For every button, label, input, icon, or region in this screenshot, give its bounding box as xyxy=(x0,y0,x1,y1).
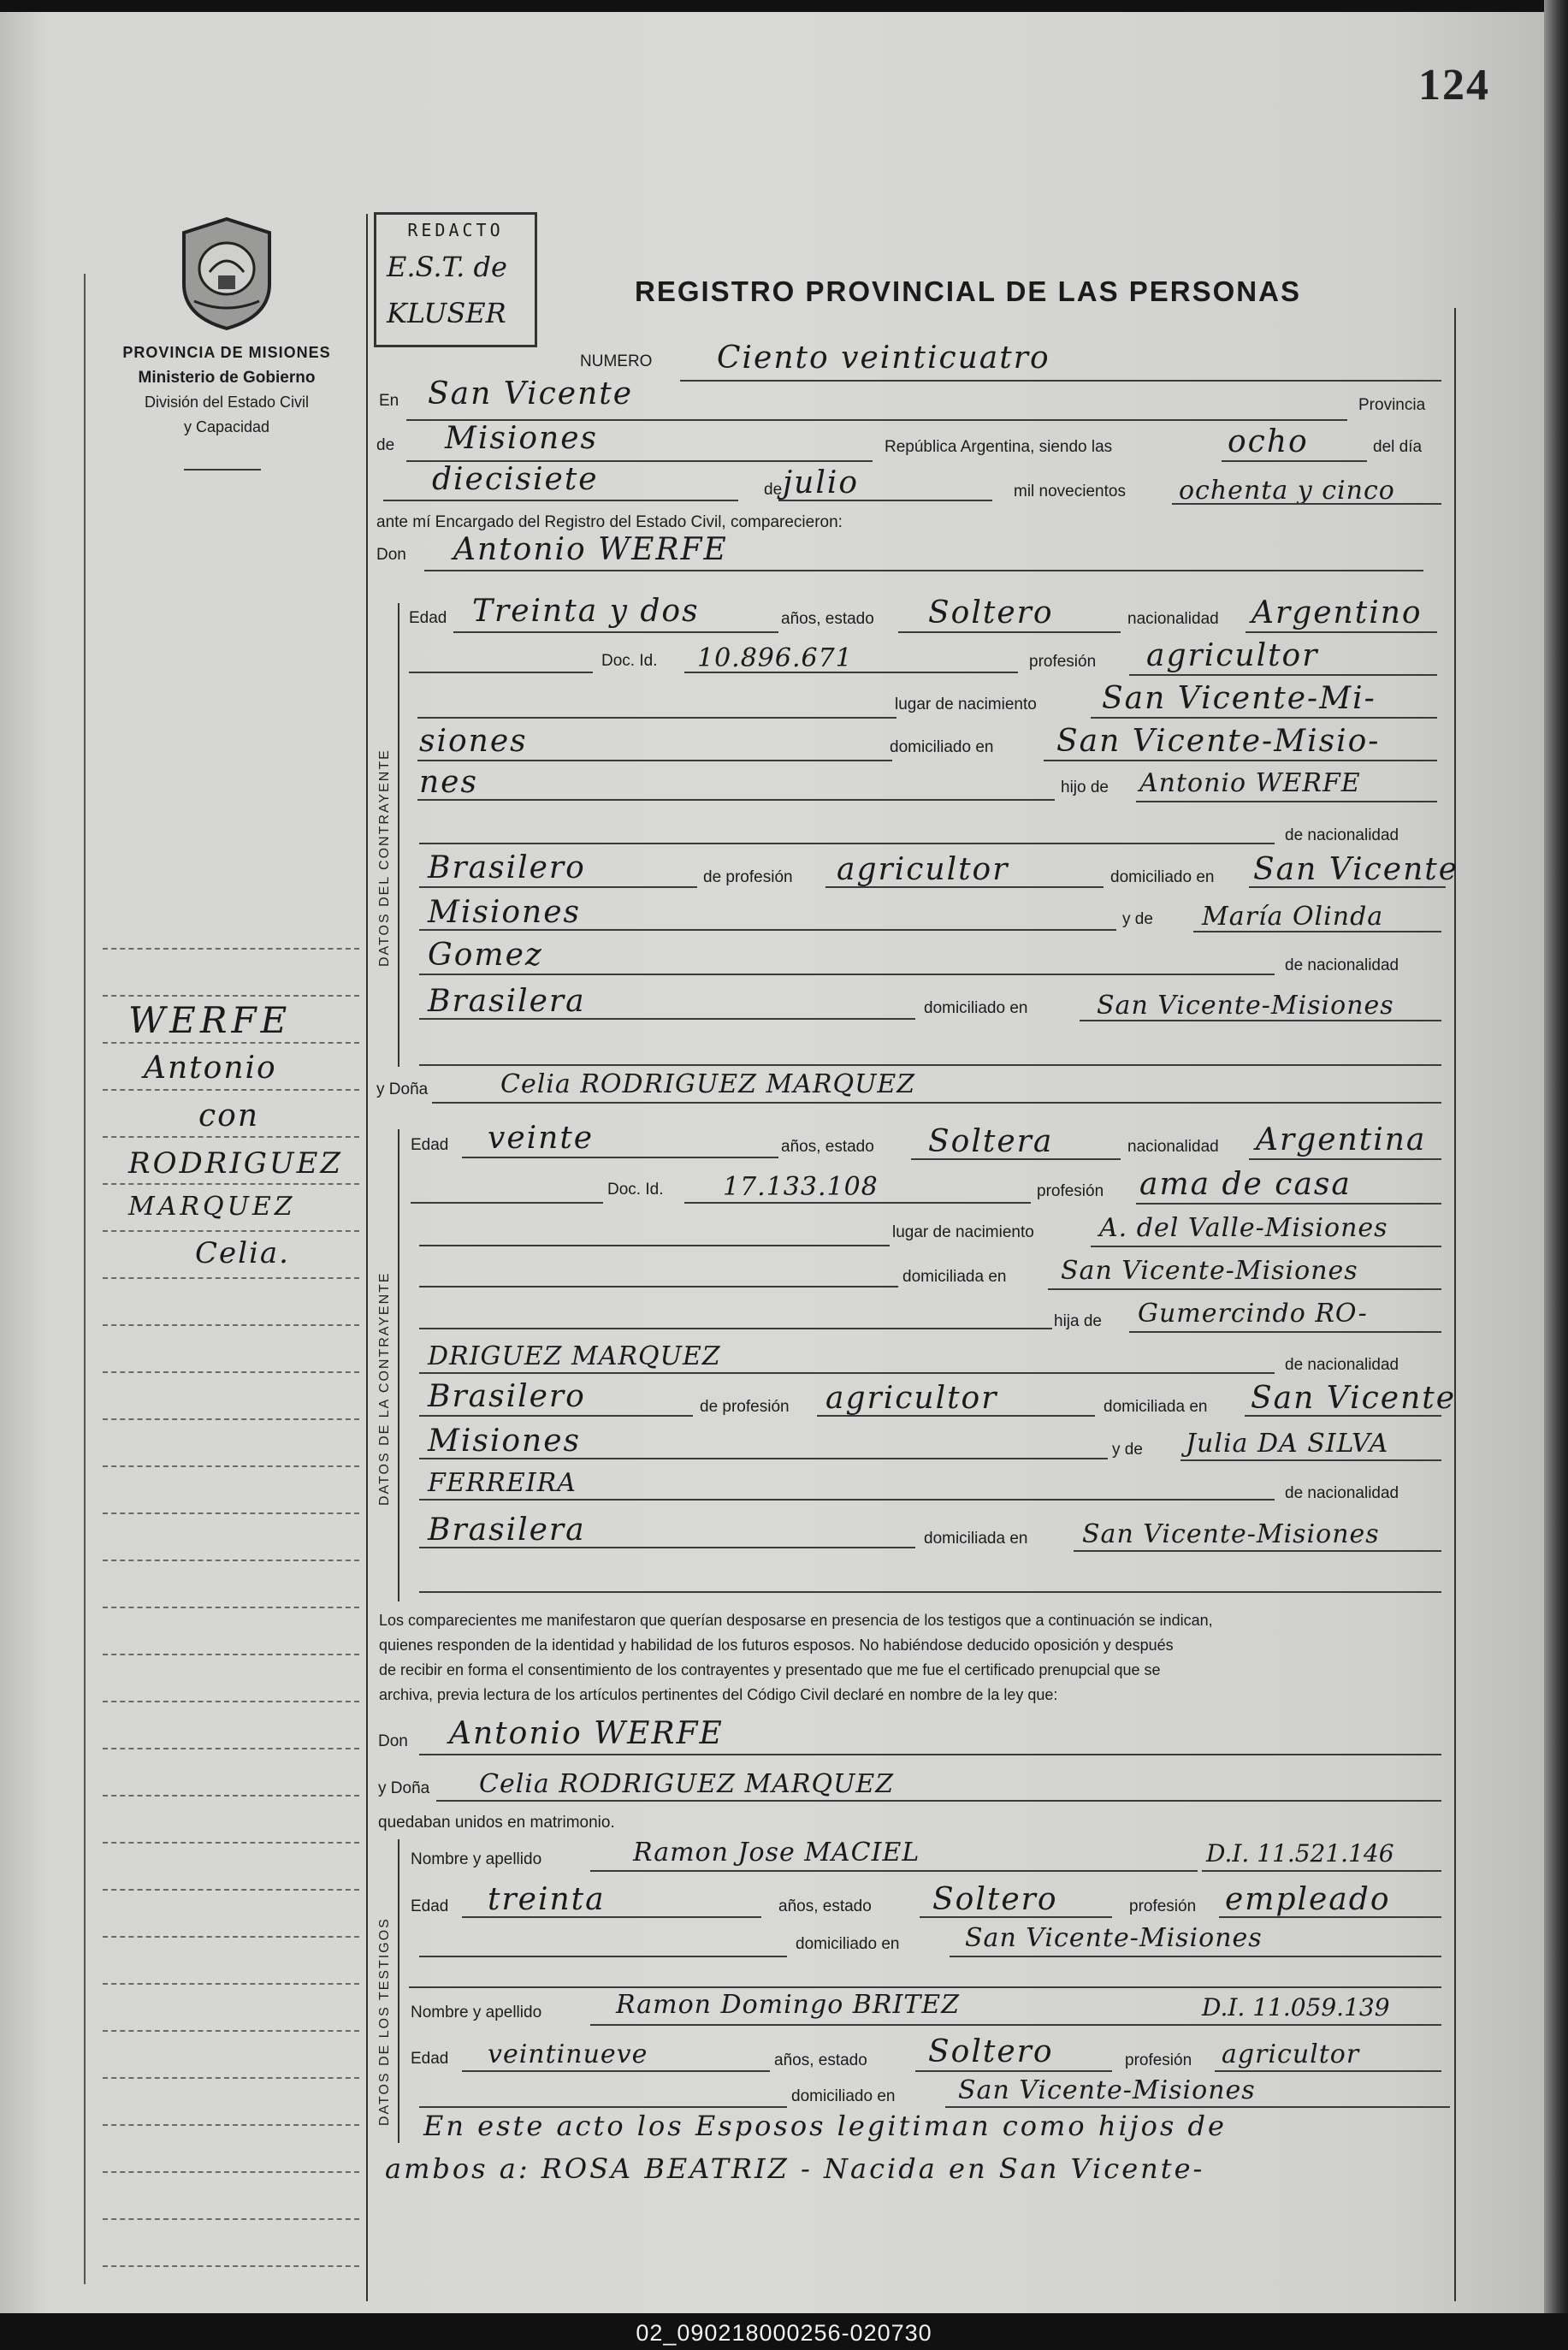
f-edad-label: Edad xyxy=(411,1136,449,1154)
t2-anos-label: años, estado xyxy=(774,2051,867,2069)
anio-rule xyxy=(1172,503,1441,505)
decl-don-label: Don xyxy=(378,1732,408,1750)
f-prof-value: ama de casa xyxy=(1139,1167,1352,1202)
t1-dom-rule xyxy=(950,1956,1441,1957)
don-rule xyxy=(424,570,1423,571)
c-nac-label: nacionalidad xyxy=(1127,610,1219,628)
t2-dom-value: San Vicente-Misiones xyxy=(958,2075,1256,2105)
margin-ruled-line xyxy=(103,2218,359,2220)
margin-ruled-line xyxy=(103,2265,359,2267)
margin-ruled-line xyxy=(103,1324,359,1326)
c-edad-label: Edad xyxy=(409,609,447,627)
image-caption: 02_090218000256-020730 xyxy=(636,2320,932,2346)
c-padre-prof-rule xyxy=(825,886,1104,888)
contrayenta-side-rule xyxy=(398,1129,399,1601)
f-madre-value2: FERREIRA xyxy=(428,1468,577,1498)
f-padre-dom-value2: Misiones xyxy=(428,1424,582,1459)
t2-doc-rule xyxy=(1198,2024,1441,2026)
f-edad-rule xyxy=(462,1157,778,1158)
folio-number: 124 xyxy=(1418,61,1490,110)
t2-nombre-value: Ramon Domingo BRITEZ xyxy=(616,1990,961,2020)
declaration-line4: archiva, previa lectura de los artículos pertinentes del Código Civil declaré en nombre de la ley que: xyxy=(379,1686,1058,1703)
f-dom-rule xyxy=(1048,1288,1441,1290)
declaration-line1: Los comparecientes me manifestaron que querían desposarse en presencia de los testigos que a continuación se indican, xyxy=(379,1612,1213,1629)
c-lugar-label: lugar de nacimiento xyxy=(895,696,1037,713)
t1-edad-value: treinta xyxy=(488,1882,606,1917)
c-prof-label: profesión xyxy=(1029,653,1097,671)
t1-dom-label: domiciliado en xyxy=(796,1935,900,1953)
c-padre-nac-value: Brasilero xyxy=(428,850,586,885)
f-de-prof-label: de profesión xyxy=(700,1398,790,1416)
c-prof-value: agricultor xyxy=(1146,638,1319,673)
f-end-rule xyxy=(419,1591,1441,1593)
t2-doc-value: D.I. 11.059.139 xyxy=(1202,1993,1390,2021)
c-de-prof-label: de profesión xyxy=(703,868,793,886)
f-estado-rule xyxy=(911,1158,1121,1160)
c-padre-value: Antonio WERFE xyxy=(1139,768,1361,798)
provincia-label: Provincia xyxy=(1358,396,1426,414)
declaration-line2: quienes responden de la identidad y habilidad de los futuros esposos. No habiéndose deducido oposición y después xyxy=(379,1637,1174,1654)
f-doc-pre-rule xyxy=(411,1202,603,1204)
t2-edad-rule xyxy=(462,2070,770,2072)
decl-don-rule xyxy=(419,1754,1441,1755)
c-doc-label: Doc. Id. xyxy=(601,652,658,670)
f-madre-pre-rule xyxy=(419,1458,1108,1459)
f-anos-label: años, estado xyxy=(781,1138,874,1156)
stamp-title: REDACTO xyxy=(407,220,504,240)
dona-label: y Doña xyxy=(376,1080,429,1098)
don-label: Don xyxy=(376,546,406,564)
anio-value: ochenta y cinco xyxy=(1179,476,1395,506)
t2-edad-label: Edad xyxy=(411,2050,449,2068)
margin-ruled-line xyxy=(103,1795,359,1797)
margin-ruled-line xyxy=(103,1748,359,1749)
f-madre-dom-value: San Vicente-Misiones xyxy=(1082,1519,1380,1549)
f-de-nac-label: de nacionalidad xyxy=(1285,1356,1399,1374)
de-value: Misiones xyxy=(445,421,599,456)
t2-dom-pre-rule xyxy=(419,2106,787,2108)
margin-ruled-line xyxy=(103,1889,359,1891)
t1-estado-rule xyxy=(920,1916,1112,1918)
c-de-nac2-label: de nacionalidad xyxy=(1285,956,1399,974)
margin-ruled-line xyxy=(103,1183,359,1185)
f-estado-value: Soltera xyxy=(928,1124,1054,1159)
hora-rule xyxy=(1222,460,1367,462)
t1-edad-label: Edad xyxy=(411,1897,449,1915)
c-estado-rule xyxy=(898,631,1121,633)
margin-ruled-line xyxy=(103,1042,359,1044)
f-hija-label: hija de xyxy=(1054,1312,1102,1330)
f-lugar-value: A. del Valle-Misiones xyxy=(1099,1213,1388,1243)
t1-dom-pre-rule xyxy=(419,1956,787,1957)
margin-ruled-line xyxy=(103,1654,359,1655)
f-nac-rule xyxy=(1249,1158,1441,1160)
form-right-rule xyxy=(1454,308,1456,2301)
testigos-side-rule xyxy=(398,1839,399,2143)
margin-ruled-line xyxy=(103,1230,359,1232)
f-lugar-rule xyxy=(1091,1246,1441,1247)
f-dom-en-label: domiciliada en xyxy=(1104,1398,1208,1416)
decl-dona-rule xyxy=(436,1800,1441,1802)
don-value: Antonio WERFE xyxy=(453,532,728,567)
c-lugar-value: San Vicente-Mi- xyxy=(1102,681,1376,716)
closing-note-line1: En este acto los Esposos legitiman como hijos de xyxy=(423,2110,1227,2142)
t2-nombre-rule xyxy=(590,2024,1198,2026)
margin-ruled-line xyxy=(103,1465,359,1467)
f-madre-nac-rule xyxy=(419,1547,915,1548)
f-padre-rule xyxy=(1129,1331,1441,1333)
declaration-line3: de recibir en forma el consentimiento de los contrayentes y presentado que me fue el certificado prenupcial que se xyxy=(379,1661,1161,1678)
margin-ruled-line xyxy=(103,1983,359,1985)
margin-ruled-line xyxy=(103,2171,359,2173)
c-padre-dom-value2: Misiones xyxy=(428,895,582,930)
c-padre2-rule xyxy=(419,843,1275,844)
c-dom-label: domiciliado en xyxy=(890,738,994,756)
f-madre-dom-rule xyxy=(1074,1550,1441,1552)
c-anos-label: años, estado xyxy=(781,610,874,628)
de2-label: de xyxy=(764,481,783,499)
decl-dona-value: Celia RODRIGUEZ MARQUEZ xyxy=(479,1769,895,1799)
t2-estado-rule xyxy=(915,2070,1112,2072)
t1-prof-rule xyxy=(1219,1916,1441,1918)
f-padre-nac-rule xyxy=(419,1415,693,1417)
c-madre-nac-value: Brasilera xyxy=(428,984,586,1019)
t1-prof-value: empleado xyxy=(1225,1882,1391,1917)
f-doc-value: 17.133.108 xyxy=(723,1172,879,1202)
margin-note-name: Antonio xyxy=(144,1051,277,1086)
margin-note-surname3: MARQUEZ xyxy=(128,1192,296,1222)
c-madre-value: María Olinda xyxy=(1202,902,1384,932)
f-padre-nac-value: Brasilero xyxy=(428,1379,586,1414)
c-lugar2-rule xyxy=(417,760,892,761)
margin-right-rule xyxy=(366,214,368,2301)
c-madre-dom-value: San Vicente-Misiones xyxy=(1097,991,1394,1021)
t1-nombre-label: Nombre y apellido xyxy=(411,1850,542,1868)
f-lugar-label: lugar de nacimiento xyxy=(892,1223,1034,1241)
t2-prof-value: agricultor xyxy=(1222,2039,1360,2069)
f-doc-label: Doc. Id. xyxy=(607,1181,664,1199)
t1-doc-value: D.I. 11.521.146 xyxy=(1206,1839,1394,1868)
t2-nombre-label: Nombre y apellido xyxy=(411,2004,542,2021)
f-padre2-rule xyxy=(419,1372,1275,1374)
c-lugar-pre-rule xyxy=(417,717,896,719)
c-prof-rule xyxy=(1129,674,1437,676)
margin-ruled-line xyxy=(103,1418,359,1420)
coat-of-arms-seal xyxy=(175,216,278,331)
c-padre-dom-rule xyxy=(1249,886,1446,888)
c-madre2-rule xyxy=(419,974,1275,975)
f-padre-dom-rule xyxy=(1245,1415,1441,1417)
f-prof-label: profesión xyxy=(1037,1182,1104,1200)
f-nac-label: nacionalidad xyxy=(1127,1138,1219,1156)
c-doc-pre-rule xyxy=(409,672,593,673)
decl-dona-label: y Doña xyxy=(378,1779,430,1797)
f-edad-value: veinte xyxy=(488,1121,595,1156)
en-label: En xyxy=(379,392,399,410)
f-prof-rule xyxy=(1136,1203,1441,1205)
c-edad-value: Treinta y dos xyxy=(472,594,700,629)
f-y-de-label: y de xyxy=(1112,1441,1143,1459)
f-hija-pre-rule xyxy=(419,1328,1052,1329)
c-madre-pre-rule xyxy=(419,929,1116,931)
c-doc-value: 10.896.671 xyxy=(697,643,853,673)
margin-left-rule xyxy=(84,274,86,2284)
t1-edad-rule xyxy=(462,1916,761,1918)
f-padre-value2: DRIGUEZ MARQUEZ xyxy=(428,1341,721,1371)
c-de-nac-label: de nacionalidad xyxy=(1285,826,1399,844)
c-dom-rule xyxy=(1044,760,1437,761)
c-madre-rule xyxy=(1193,931,1441,932)
register-title: REGISTRO PROVINCIAL DE LAS PERSONAS xyxy=(635,275,1301,307)
f-madre-value: Julia DA SILVA xyxy=(1186,1429,1389,1459)
stamp-line1: E.S.T. de xyxy=(387,251,507,283)
decl-don-value: Antonio WERFE xyxy=(449,1716,724,1751)
f-padre-prof-rule xyxy=(817,1415,1095,1417)
hora-value: ocho xyxy=(1228,424,1309,459)
closing-note-line2: ambos a: ROSA BEATRIZ - Nacida en San Vicente- xyxy=(385,2152,1205,2185)
margin-ruled-line xyxy=(103,1842,359,1844)
c-dom2-rule xyxy=(417,799,1055,801)
margin-note-surname2: RODRIGUEZ xyxy=(128,1146,344,1181)
contrayente-side-rule xyxy=(398,603,399,1067)
de-label: de xyxy=(376,436,395,454)
mes-rule xyxy=(778,500,992,501)
t2-prof-rule xyxy=(1215,2070,1441,2072)
f-de-nac2-label: de nacionalidad xyxy=(1285,1484,1399,1502)
dona-rule xyxy=(432,1102,1441,1104)
c-madre-value2: Gomez xyxy=(428,938,543,973)
header-rule xyxy=(184,469,261,471)
f-doc-rule xyxy=(684,1202,1031,1204)
f-padre-value: Gumercindo RO- xyxy=(1138,1299,1368,1329)
margin-ruled-line xyxy=(103,1512,359,1514)
dona-value: Celia RODRIGUEZ MARQUEZ xyxy=(500,1069,916,1099)
del-dia-label: del día xyxy=(1373,438,1423,456)
margin-ruled-line xyxy=(103,1371,359,1373)
margin-ruled-line xyxy=(103,1089,359,1091)
margin-note-name2: Celia. xyxy=(195,1236,290,1270)
f-padre-dom-value: San Vicente xyxy=(1251,1381,1457,1416)
margin-ruled-line xyxy=(103,1936,359,1938)
c-estado-value: Soltero xyxy=(928,595,1054,630)
numero-value: Ciento veinticuatro xyxy=(717,340,1050,376)
t1-nombre-value: Ramon Jose MACIEL xyxy=(633,1838,920,1868)
c-madre-nac-rule xyxy=(419,1018,915,1020)
left-header-block xyxy=(86,340,368,440)
margin-note-surname: WERFE xyxy=(128,999,292,1041)
t2-dom-rule xyxy=(945,2106,1450,2108)
c-lugar-rule xyxy=(1091,717,1437,719)
f-madre-dom-label: domiciliada en xyxy=(924,1530,1028,1548)
numero-rule xyxy=(680,380,1441,382)
c-dom-value: San Vicente-Misio- xyxy=(1056,724,1381,759)
republica-text: República Argentina, siendo las xyxy=(885,438,1113,456)
t1-estado-value: Soltero xyxy=(932,1882,1058,1917)
margin-ruled-line xyxy=(103,1607,359,1608)
c-nac-rule xyxy=(1246,631,1437,633)
margin-ruled-line xyxy=(103,2077,359,2079)
f-dom-label: domiciliada en xyxy=(902,1268,1007,1286)
c-padre-nac-rule xyxy=(419,886,697,888)
margin-ruled-line xyxy=(103,1701,359,1702)
margin-ruled-line xyxy=(103,2030,359,2032)
c-padre-dom-value: San Vicente xyxy=(1253,852,1459,887)
dia-rule xyxy=(383,500,738,501)
t1-prof-label: profesión xyxy=(1129,1897,1197,1915)
c-doc-rule xyxy=(684,672,1018,673)
margin-ruled-line xyxy=(103,2124,359,2126)
division-label: División del Estado Civil xyxy=(144,394,310,411)
t2-prof-label: profesión xyxy=(1125,2051,1192,2069)
f-dom-value: San Vicente-Misiones xyxy=(1061,1256,1358,1286)
c-padre-rule xyxy=(1136,801,1437,802)
f-nac-value: Argentina xyxy=(1256,1122,1427,1157)
f-madre-rule xyxy=(1180,1459,1441,1461)
t2-estado-value: Soltero xyxy=(928,2034,1054,2069)
margin-ruled-line xyxy=(103,1136,359,1138)
margin-ruled-line xyxy=(103,995,359,997)
c-madre-dom-label: domiciliado en xyxy=(924,999,1028,1017)
t1-doc-rule xyxy=(1202,1870,1441,1872)
c-hijo-label: hijo de xyxy=(1061,778,1109,796)
unidos-text: quedaban unidos en matrimonio. xyxy=(378,1814,615,1832)
ante-text: ante mí Encargado del Registro del Estado Civil, comparecieron: xyxy=(376,513,843,531)
margin-ruled-line xyxy=(103,1277,359,1279)
margin-note-con: con xyxy=(198,1098,260,1134)
contrayente-side-label: DATOS DEL CONTRAYENTE xyxy=(377,749,392,967)
t2-edad-value: veintinueve xyxy=(488,2039,648,2069)
f-dom-pre-rule xyxy=(419,1286,898,1287)
mil-label: mil novecientos xyxy=(1014,482,1126,500)
book-spine xyxy=(1544,0,1568,2313)
contrayenta-side-label: DATOS DE LA CONTRAYENTE xyxy=(377,1271,392,1506)
c-edad-rule xyxy=(453,631,778,633)
c-nac-value: Argentino xyxy=(1251,595,1423,630)
c-end-rule xyxy=(419,1064,1441,1066)
t1-nombre-rule xyxy=(590,1870,1198,1872)
testigos-side-label: DATOS DE LOS TESTIGOS xyxy=(377,1917,392,2126)
margin-ruled-line xyxy=(103,948,359,950)
c-dom-en-label: domiciliado en xyxy=(1110,868,1215,886)
f-lugar-pre-rule xyxy=(419,1245,890,1246)
f-madre2-rule xyxy=(419,1499,1275,1501)
t2-dom-label: domiciliado en xyxy=(791,2087,896,2105)
en-value: San Vicente xyxy=(428,376,634,411)
ministry-label: Ministerio de Gobierno xyxy=(138,369,316,387)
t1-dom-value: San Vicente-Misiones xyxy=(965,1923,1263,1953)
capacity-label: y Capacidad xyxy=(183,418,270,435)
redacto-stamp xyxy=(374,212,537,347)
c-padre-prof-value: agricultor xyxy=(837,852,1009,887)
province-label: PROVINCIA DE MISIONES xyxy=(122,344,331,361)
c-madre-dom-rule xyxy=(1080,1020,1441,1021)
c-dom-value2: nes xyxy=(419,765,478,800)
f-padre-prof-value: agricultor xyxy=(825,1381,998,1416)
testigos-separator xyxy=(409,1986,1441,1988)
stamp-line2: KLUSER xyxy=(387,297,506,329)
declaration-paragraph xyxy=(379,1608,1213,1708)
mes-value: julio xyxy=(783,465,860,500)
numero-label: NUMERO xyxy=(580,352,653,370)
margin-ruled-line xyxy=(103,1560,359,1561)
t1-anos-label: años, estado xyxy=(778,1897,872,1915)
c-y-de-label: y de xyxy=(1122,910,1153,928)
dia-value: diecisiete xyxy=(432,462,599,497)
f-madre-nac-value: Brasilera xyxy=(428,1512,586,1548)
c-lugar-value2: siones xyxy=(419,724,528,759)
